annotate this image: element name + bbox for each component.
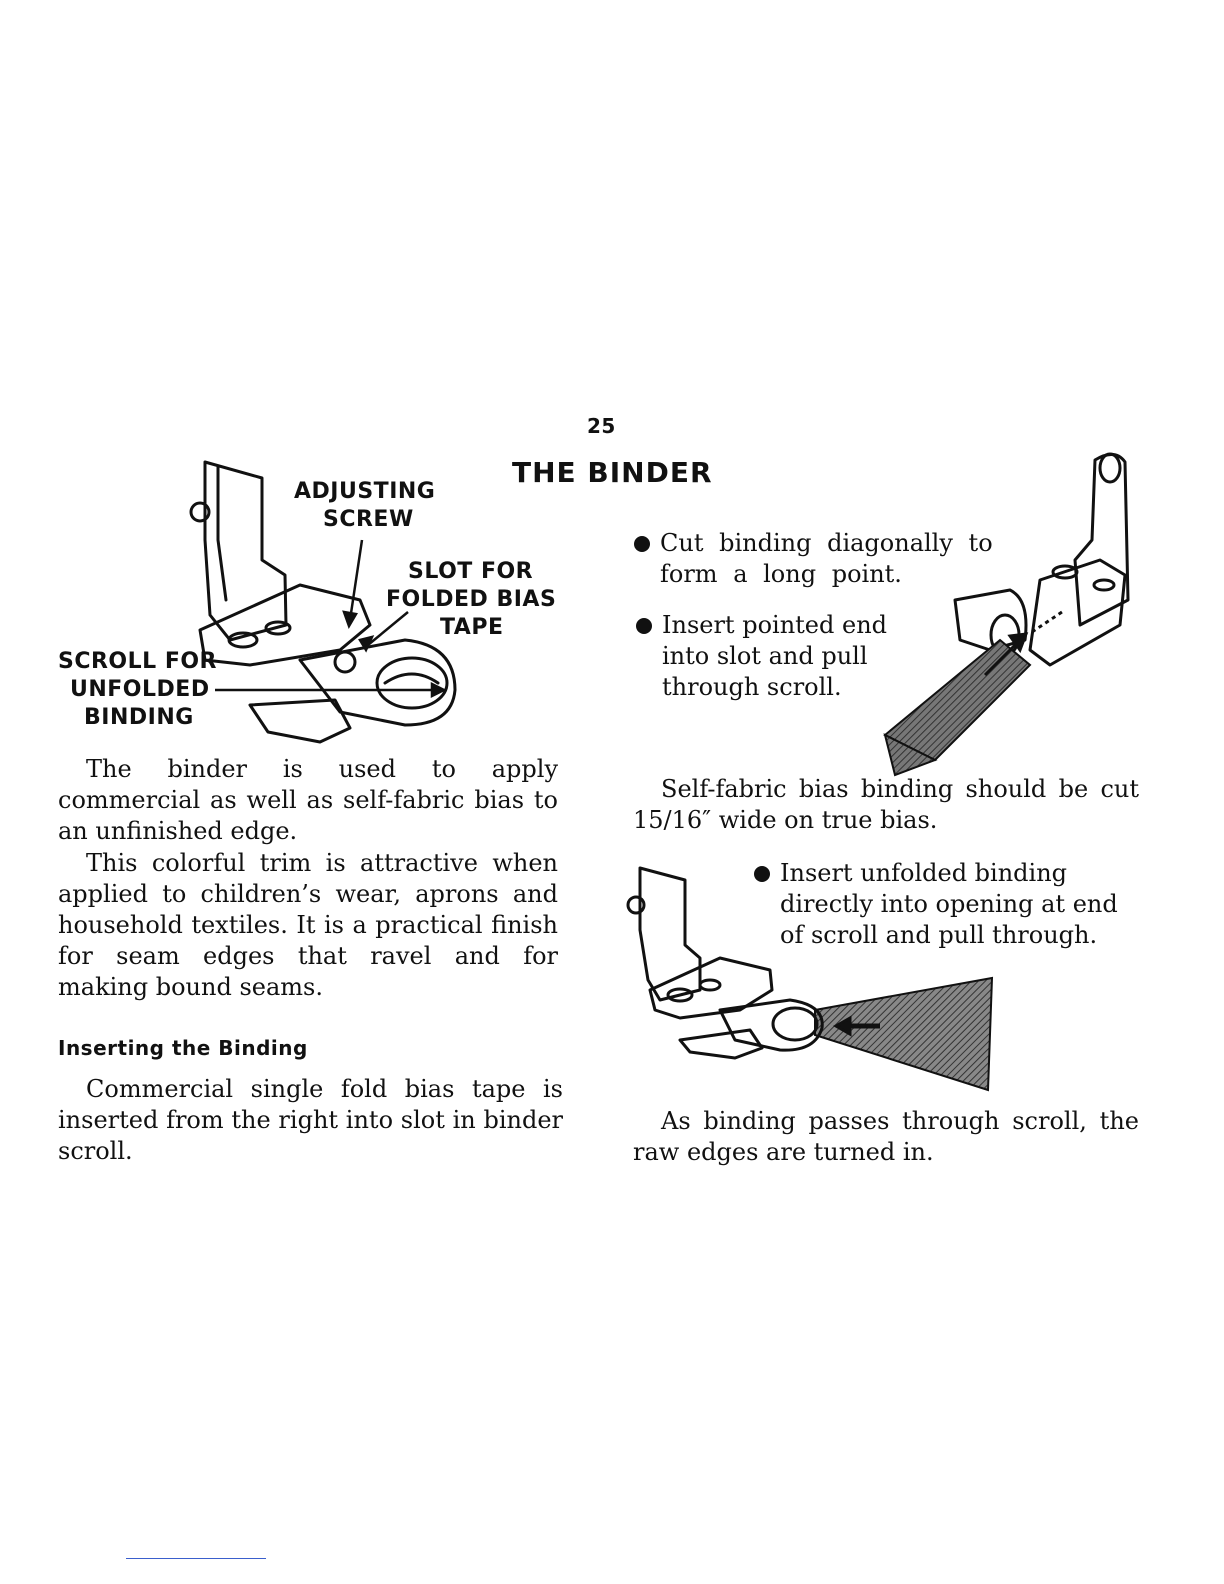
- raw-edges-paragraph: As binding passes through scroll, the raw edges are turned in.: [633, 1107, 1139, 1166]
- callout-scroll-line2: UNFOLDED: [70, 677, 210, 702]
- plate-slot-6: [700, 980, 720, 990]
- trim-paragraph: This colorful trim is attractive when applied to children’s wear, aprons and household textiles. It is a practical finish for seam edges that ravel and for making bound seams.: [58, 849, 558, 1001]
- page-number: 25: [587, 414, 616, 438]
- page-title: THE BINDER: [512, 456, 713, 489]
- callout-scroll-line3: BINDING: [84, 705, 194, 730]
- intro-paragraph: The binder is used to apply commercial as well as self-fabric bias to an unfinished edge.: [58, 755, 558, 845]
- callout-scroll-line1: SCROLL FOR: [58, 649, 217, 674]
- bullet-insert-pointed-text: Insert pointed end into slot and pull through scroll.: [662, 611, 888, 701]
- shank-screw-hole-3: [628, 897, 644, 913]
- bullet-insert-unfolded-text: Insert unfolded binding directly into opening at end of scroll and pull through.: [780, 859, 1118, 949]
- footer-rule: [126, 1558, 266, 1559]
- commercial-paragraph: Commercial single fold bias tape is inserted from the right into slot in binder scroll.: [58, 1075, 563, 1165]
- scroll-opening-3: [773, 1008, 817, 1040]
- callout-slot-line3: TAPE: [440, 615, 504, 640]
- bullet-cut-text: Cut binding diagonally to form a long point.: [660, 529, 993, 588]
- callout-slot-line1: SLOT FOR: [408, 559, 534, 584]
- callout-slot-line2: FOLDED BIAS: [386, 587, 557, 612]
- unfolded-binding-fabric: [815, 978, 992, 1090]
- subheading-inserting-binding: Inserting the Binding: [58, 1036, 308, 1060]
- self-fabric-paragraph: Self-fabric bias binding should be cut 15/16″ wide on true bias.: [633, 775, 1139, 834]
- binder-scroll-3: [720, 1000, 822, 1050]
- callout-adjusting-screw-line1: ADJUSTING: [294, 479, 436, 504]
- callout-adjusting-screw-line2: SCREW: [323, 507, 414, 532]
- binder-plate-3: [650, 958, 772, 1018]
